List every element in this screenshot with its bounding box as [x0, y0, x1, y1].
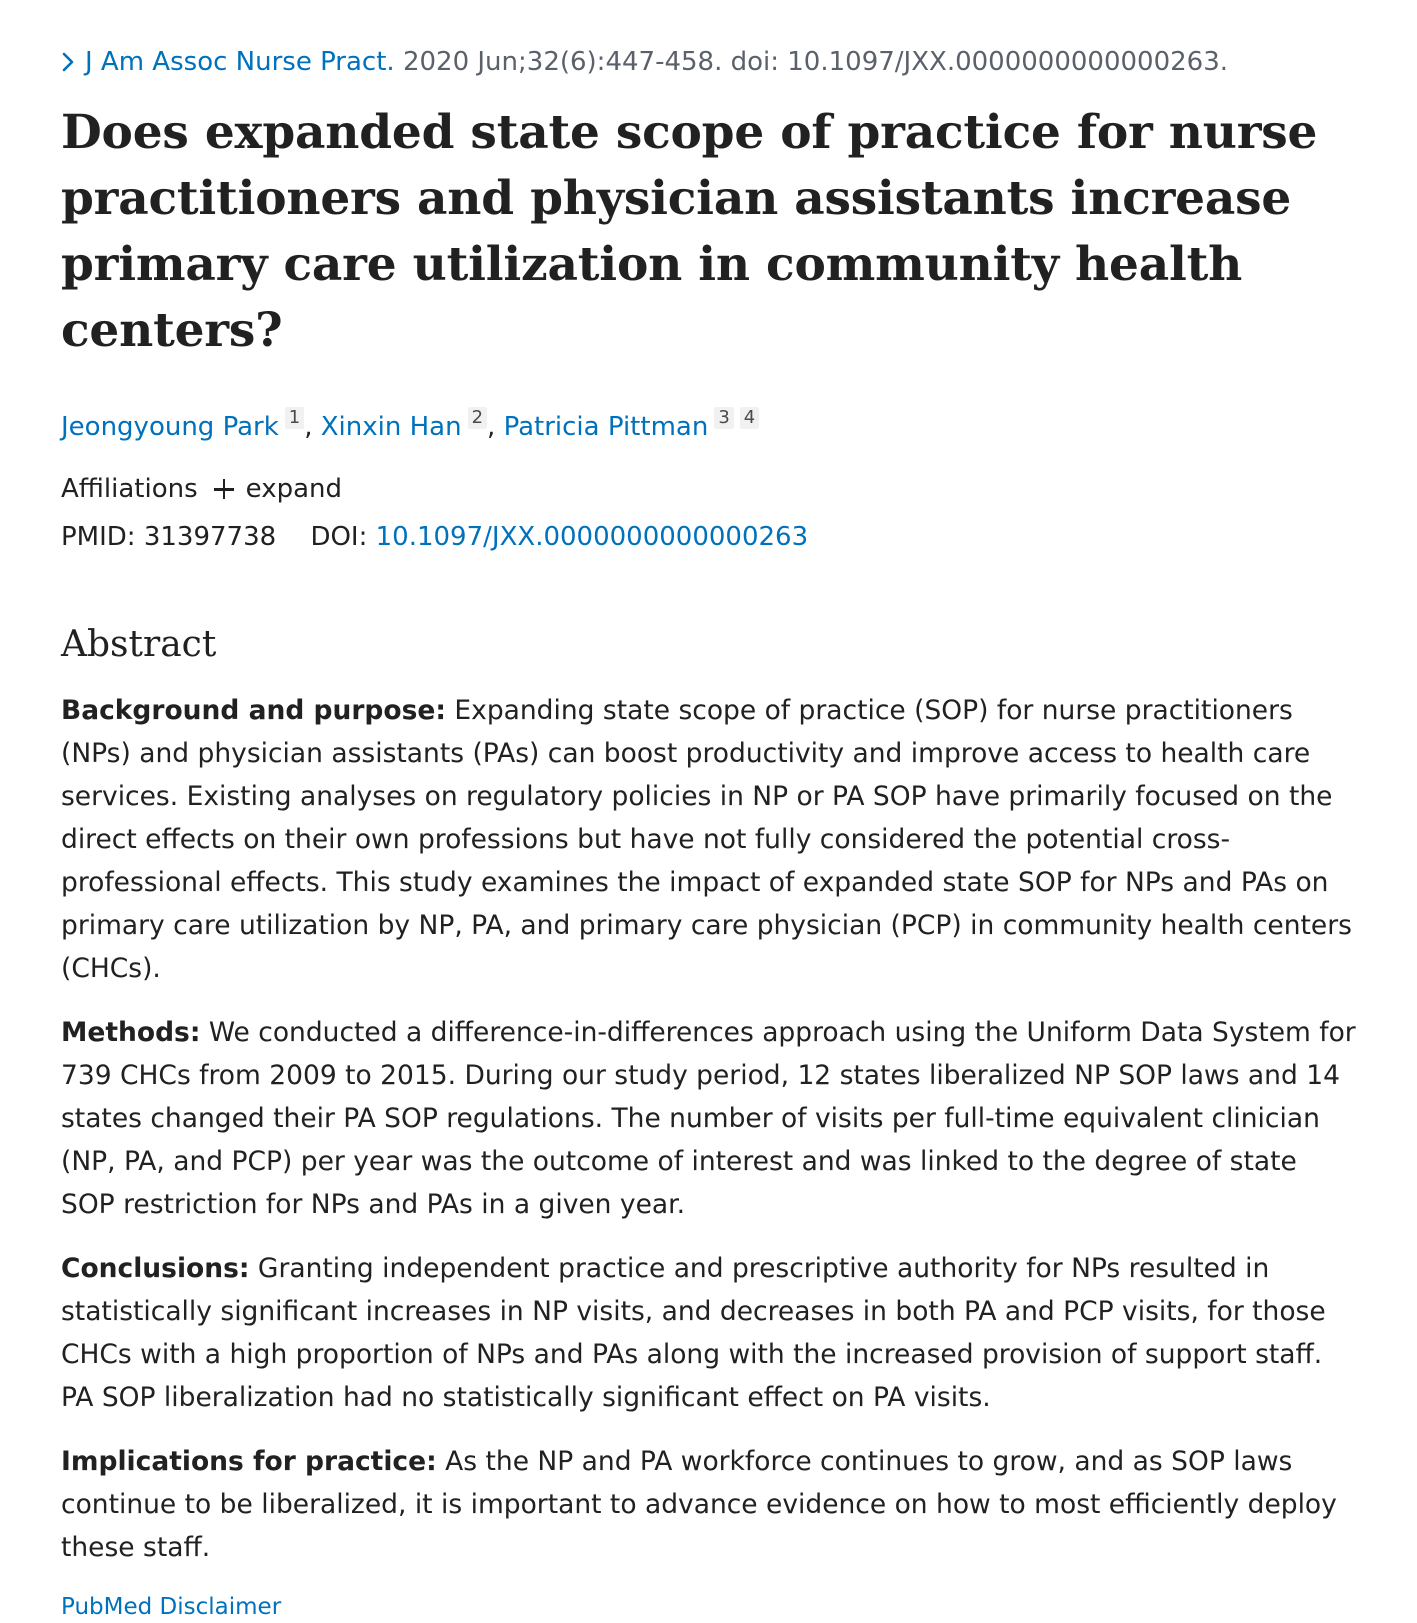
citation-line [61, 44, 1357, 80]
affiliation-number[interactable]: 3 [714, 407, 733, 429]
author-link[interactable]: Jeongyoung Park [61, 412, 279, 442]
affiliations-row [61, 471, 1357, 507]
abstract-heading: Abstract [61, 624, 217, 665]
journal-link[interactable]: J Am Assoc Nurse Pract. [85, 47, 395, 77]
author-separator: , [304, 412, 321, 442]
author-list [61, 407, 1357, 445]
pmid-label: PMID: [61, 522, 136, 552]
expand-label: expand [245, 474, 343, 504]
author-link[interactable]: Xinxin Han [320, 412, 462, 442]
section-text: Granting independent practice and prescriptive authority for NPs resulted in statistically significant increases in NP visits, and decreases in both PA and PCP visits, for those CHCs with a high proportion of NPs and PAs along with the increased provision of support staff. PA SOP liberalization had no statistically significant effect on PA visits. [61, 1253, 1326, 1413]
section-text: As the NP and PA workforce continues to grow, and as SOP laws continue to be liberalized, it is important to advance evidence on how to most efficiently deploy these staff. [61, 1446, 1337, 1563]
plus-icon [214, 479, 234, 499]
chevron-right-icon[interactable] [61, 51, 75, 73]
abstract-conclusions [61, 1247, 1357, 1419]
section-label: Conclusions: [61, 1253, 250, 1284]
affiliation-number[interactable]: 2 [468, 407, 487, 429]
pubmed-disclaimer-link[interactable]: PubMed Disclaimer [61, 1594, 282, 1620]
author-link[interactable]: Patricia Pittman [503, 412, 709, 442]
section-label: Methods: [61, 1017, 201, 1048]
author-separator: , [487, 412, 504, 442]
affiliation-number[interactable]: 1 [285, 407, 304, 429]
identifiers-row [61, 519, 1357, 555]
section-label: Implications for practice: [61, 1446, 437, 1477]
section-label: Background and purpose: [61, 695, 446, 726]
pmid-value: 31397738 [143, 522, 277, 552]
doi-label: DOI: [310, 522, 368, 552]
affiliations-expand-button[interactable] [214, 471, 342, 507]
doi-link[interactable]: 10.1097/JXX.0000000000000263 [375, 522, 809, 552]
section-text: Expanding state scope of practice (SOP) for nurse practitioners (NPs) and physician assistants (PAs) can boost productivity and improve access to health care services. Existing analyses on regulatory policies in NP or PA SOP have primarily focused on the direct effects on their own professions but have not fully considered the potential cross-professional effects. This study examines the impact of expanded state SOP for NPs and PAs on primary care utilization by NP, PA, and primary care physician (PCP) in community health centers (CHCs). [61, 695, 1352, 984]
abstract-background [61, 689, 1357, 990]
affiliations-label: Affiliations [61, 474, 198, 504]
section-text: We conducted a difference-in-differences approach using the Uniform Data System for 739 CHCs from 2009 to 2015. During our study period, 12 states liberalized NP SOP laws and 14 states changed their PA SOP regulations. The number of visits per full-time equivalent clinician (NP, PA, and PCP) per year was the outcome of interest and was linked to the degree of state SOP restriction for NPs and PAs in a given year. [61, 1017, 1356, 1220]
abstract-methods [61, 1011, 1357, 1226]
citation-details: 2020 Jun;32(6):447-458. doi: 10.1097/JXX.0000000000000263. [402, 47, 1229, 77]
abstract-implications [61, 1440, 1357, 1569]
affiliation-number[interactable]: 4 [740, 407, 759, 429]
article-title: Does expanded state scope of practice for nurse practitioners and physician assistants increase primary care utilization in community health centers? [61, 105, 1318, 358]
